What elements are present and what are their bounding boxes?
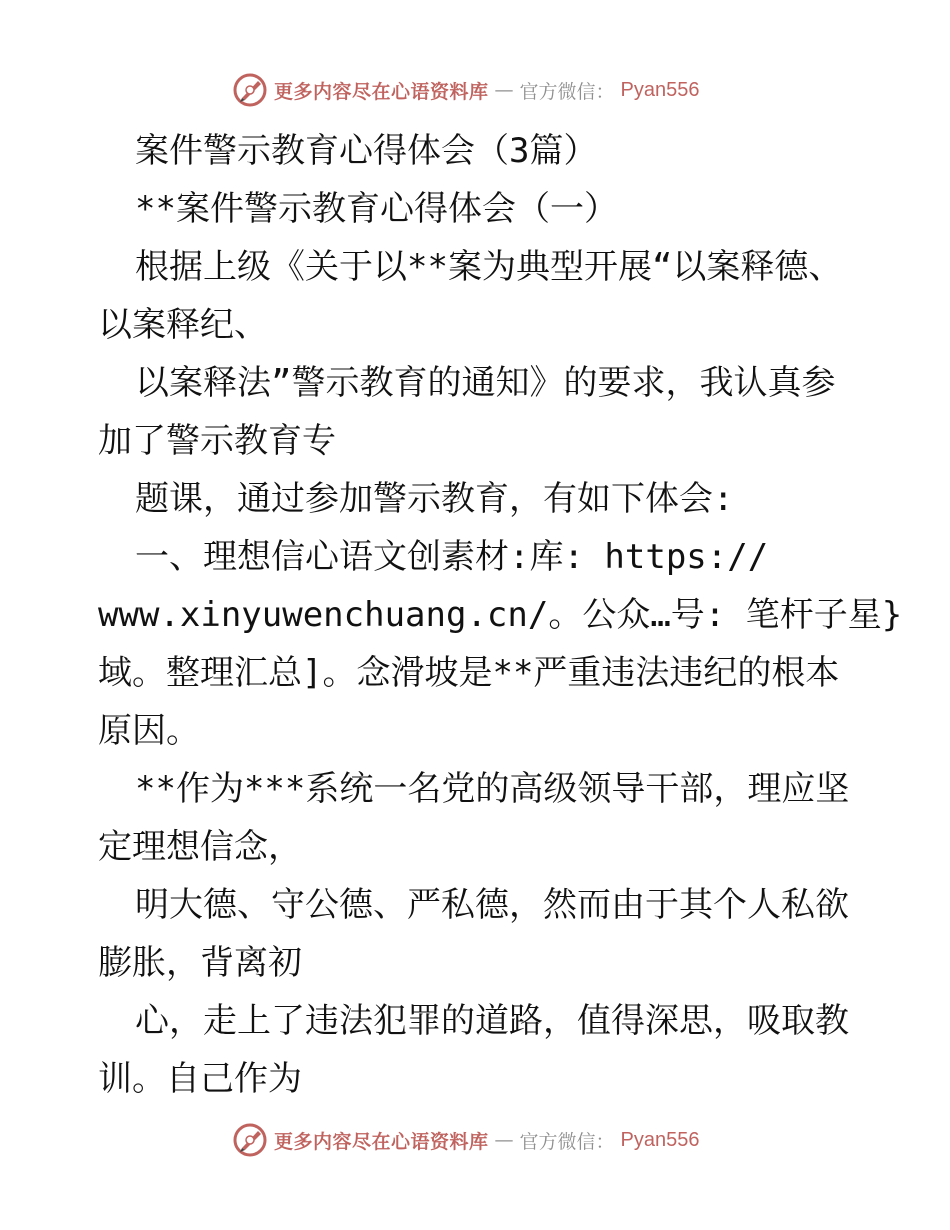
document-line: 原因。 (98, 711, 200, 751)
document-line: 根据上级《关于以**案为典型开展“以案释德、 (135, 247, 843, 287)
brush-logo-icon (232, 72, 268, 108)
banner-separator: — (494, 79, 514, 101)
banner-main-text: 更多内容尽在心语资料库 (274, 80, 489, 103)
document-body (98, 122, 903, 1108)
document-line: 定理想信念， (98, 827, 302, 867)
document-line: **案件警示教育心得体会（一） (135, 189, 618, 229)
banner-wechat-id: Pyan556 (620, 78, 700, 101)
document-line: 以案释纪、 (98, 305, 268, 345)
document-line: 加了警示教育专 (98, 421, 336, 461)
document-line: 明大德、守公德、严私德，然而由于其个人私欲 (135, 885, 849, 925)
document-line: 训。自己作为 (98, 1059, 302, 1099)
document-line: 心，走上了违法犯罪的道路，值得深思，吸取教 (135, 1001, 849, 1041)
banner-main-text: 更多内容尽在心语资料库 (274, 1130, 489, 1153)
banner-sub-text: 官方微信： (519, 1130, 615, 1153)
banner-separator: — (494, 1129, 514, 1151)
document-line: 一、理想信心语文创素材:库: https:// (135, 537, 769, 577)
document-line: www.xinyuwenchuang.cn/。公众…号: 笔杆子星} (98, 595, 903, 635)
document-line: **作为***系统一名党的高级领导干部，理应坚 (135, 769, 850, 809)
document-line: 膨胀，背离初 (98, 943, 302, 983)
footer-banner (232, 1120, 700, 1160)
document-line: 案件警示教育心得体会（3篇） (135, 131, 598, 171)
banner-sub-text: 官方微信： (519, 80, 615, 103)
document-line: 以案释法”警示教育的通知》的要求，我认真参 (135, 363, 836, 403)
document-line: 题课，通过参加警示教育，有如下体会: (135, 479, 734, 519)
brush-logo-icon (232, 1122, 268, 1158)
banner-wechat-id: Pyan556 (620, 1128, 700, 1151)
document-line: 域。整理汇总]。念滑坡是**严重违法违纪的根本 (98, 653, 840, 693)
header-banner (232, 70, 700, 110)
